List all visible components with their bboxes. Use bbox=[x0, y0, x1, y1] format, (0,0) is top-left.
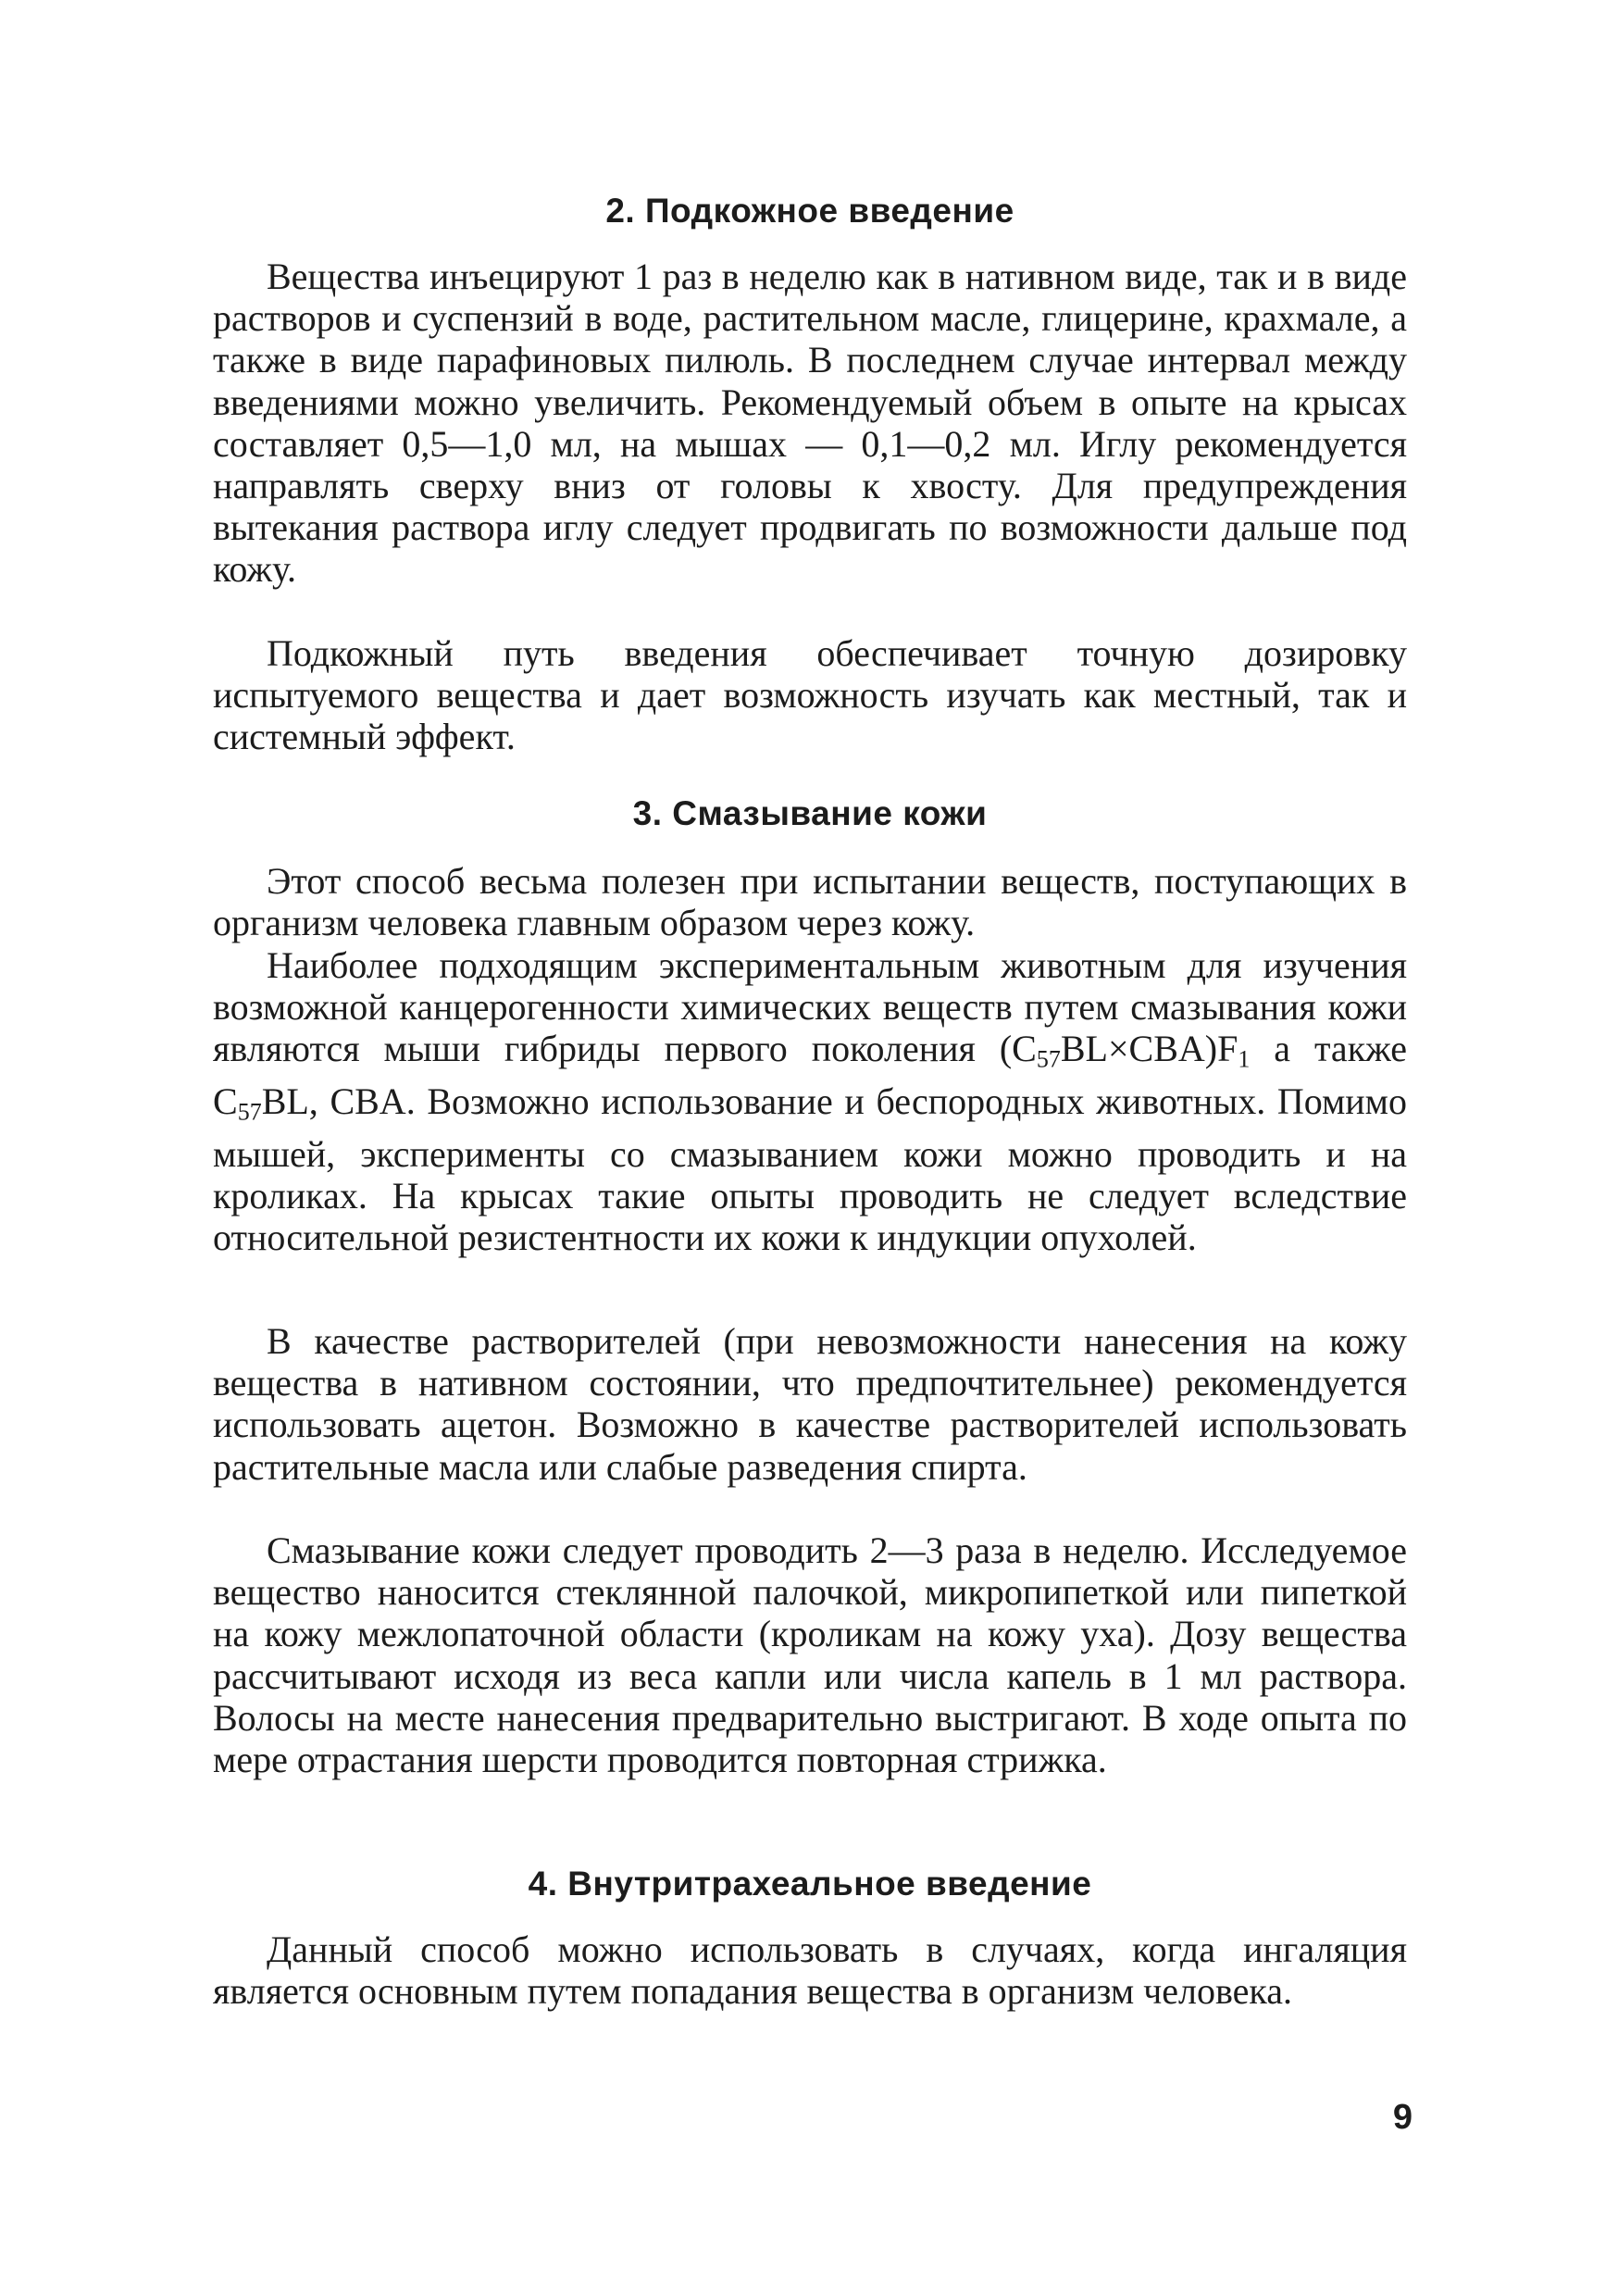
paragraph-skin-solvents: В качестве растворителей (при невозможности нанесения на кожу вещества в нативном состоянии, что предпочтительнее) рекомендуется использовать ацетон. Возможно в качестве растворителей использовать растительные масла или слабые разведения спирта. bbox=[213, 1320, 1407, 1488]
section-heading-skin-application: 3. Смазывание кожи bbox=[632, 794, 988, 832]
page-number: 9 bbox=[1392, 2098, 1413, 2137]
section-heading-intratracheal: 4. Внутритрахеальное введение bbox=[528, 1865, 1092, 1903]
paragraph-skin-animals: Наиболее подходящим экспериментальным животным для изучения возможной канцерогенности химических веществ путем смазывания кожи являются мыши гибриды первого поколения (C57BL×CBA)F1 а также C57BL, CBA. Возможно использование и беспородных животных. Помимо мышей, эксперименты со смазыванием кожи можно проводить и на кроликах. На крысах такие опыты проводить не следует вследствие относительной резистентности их кожи к индукции опухолей. bbox=[213, 944, 1407, 1259]
paragraph-subcutaneous-method: Вещества инъецируют 1 раз в неделю как в нативном виде, так и в виде растворов и суспензий в воде, растительном масле, глицерине, крахмале, а также в виде парафиновых пилюль. В последнем случае интервал между введениями можно увеличить. Рекомендуемый объем в опыте на крысах составляет 0,5—1,0 мл, на мышах — 0,1—0,2 мл. Иглу рекомендуется направлять сверху вниз от головы к хвосту. Для предупреждения вытекания раствора иглу следует продвигать по возможности дальше под кожу. bbox=[213, 256, 1407, 591]
paragraph-skin-procedure: Смазывание кожи следует проводить 2—3 раза в неделю. Исследуемое вещество наносится стеклянной палочкой, микропипеткой или пипеткой на кожу межлопаточной области (кроликам на кожу уха). Дозу вещества рассчитывают исходя из веса капли или числа капель в 1 мл раствора. Волосы на месте нанесения предварительно выстригают. В ходе опыта по мере отрастания шерсти проводится повторная стрижка. bbox=[213, 1529, 1407, 1781]
paragraph-intratracheal: Данный способ можно использовать в случаях, когда ингаляция является основным путем попадания вещества в организм человека. bbox=[213, 1928, 1407, 2013]
paragraph-skin-usefulness: Этот способ весьма полезен при испытании веществ, поступающих в организм человека главным образом через кожу. bbox=[213, 860, 1407, 944]
paragraph-subcutaneous-advantages: Подкожный путь введения обеспечивает точную дозировку испытуемого вещества и дает возможность изучать как местный, так и системный эффект. bbox=[213, 632, 1407, 758]
section-heading-subcutaneous: 2. Подкожное введение bbox=[605, 192, 1014, 230]
